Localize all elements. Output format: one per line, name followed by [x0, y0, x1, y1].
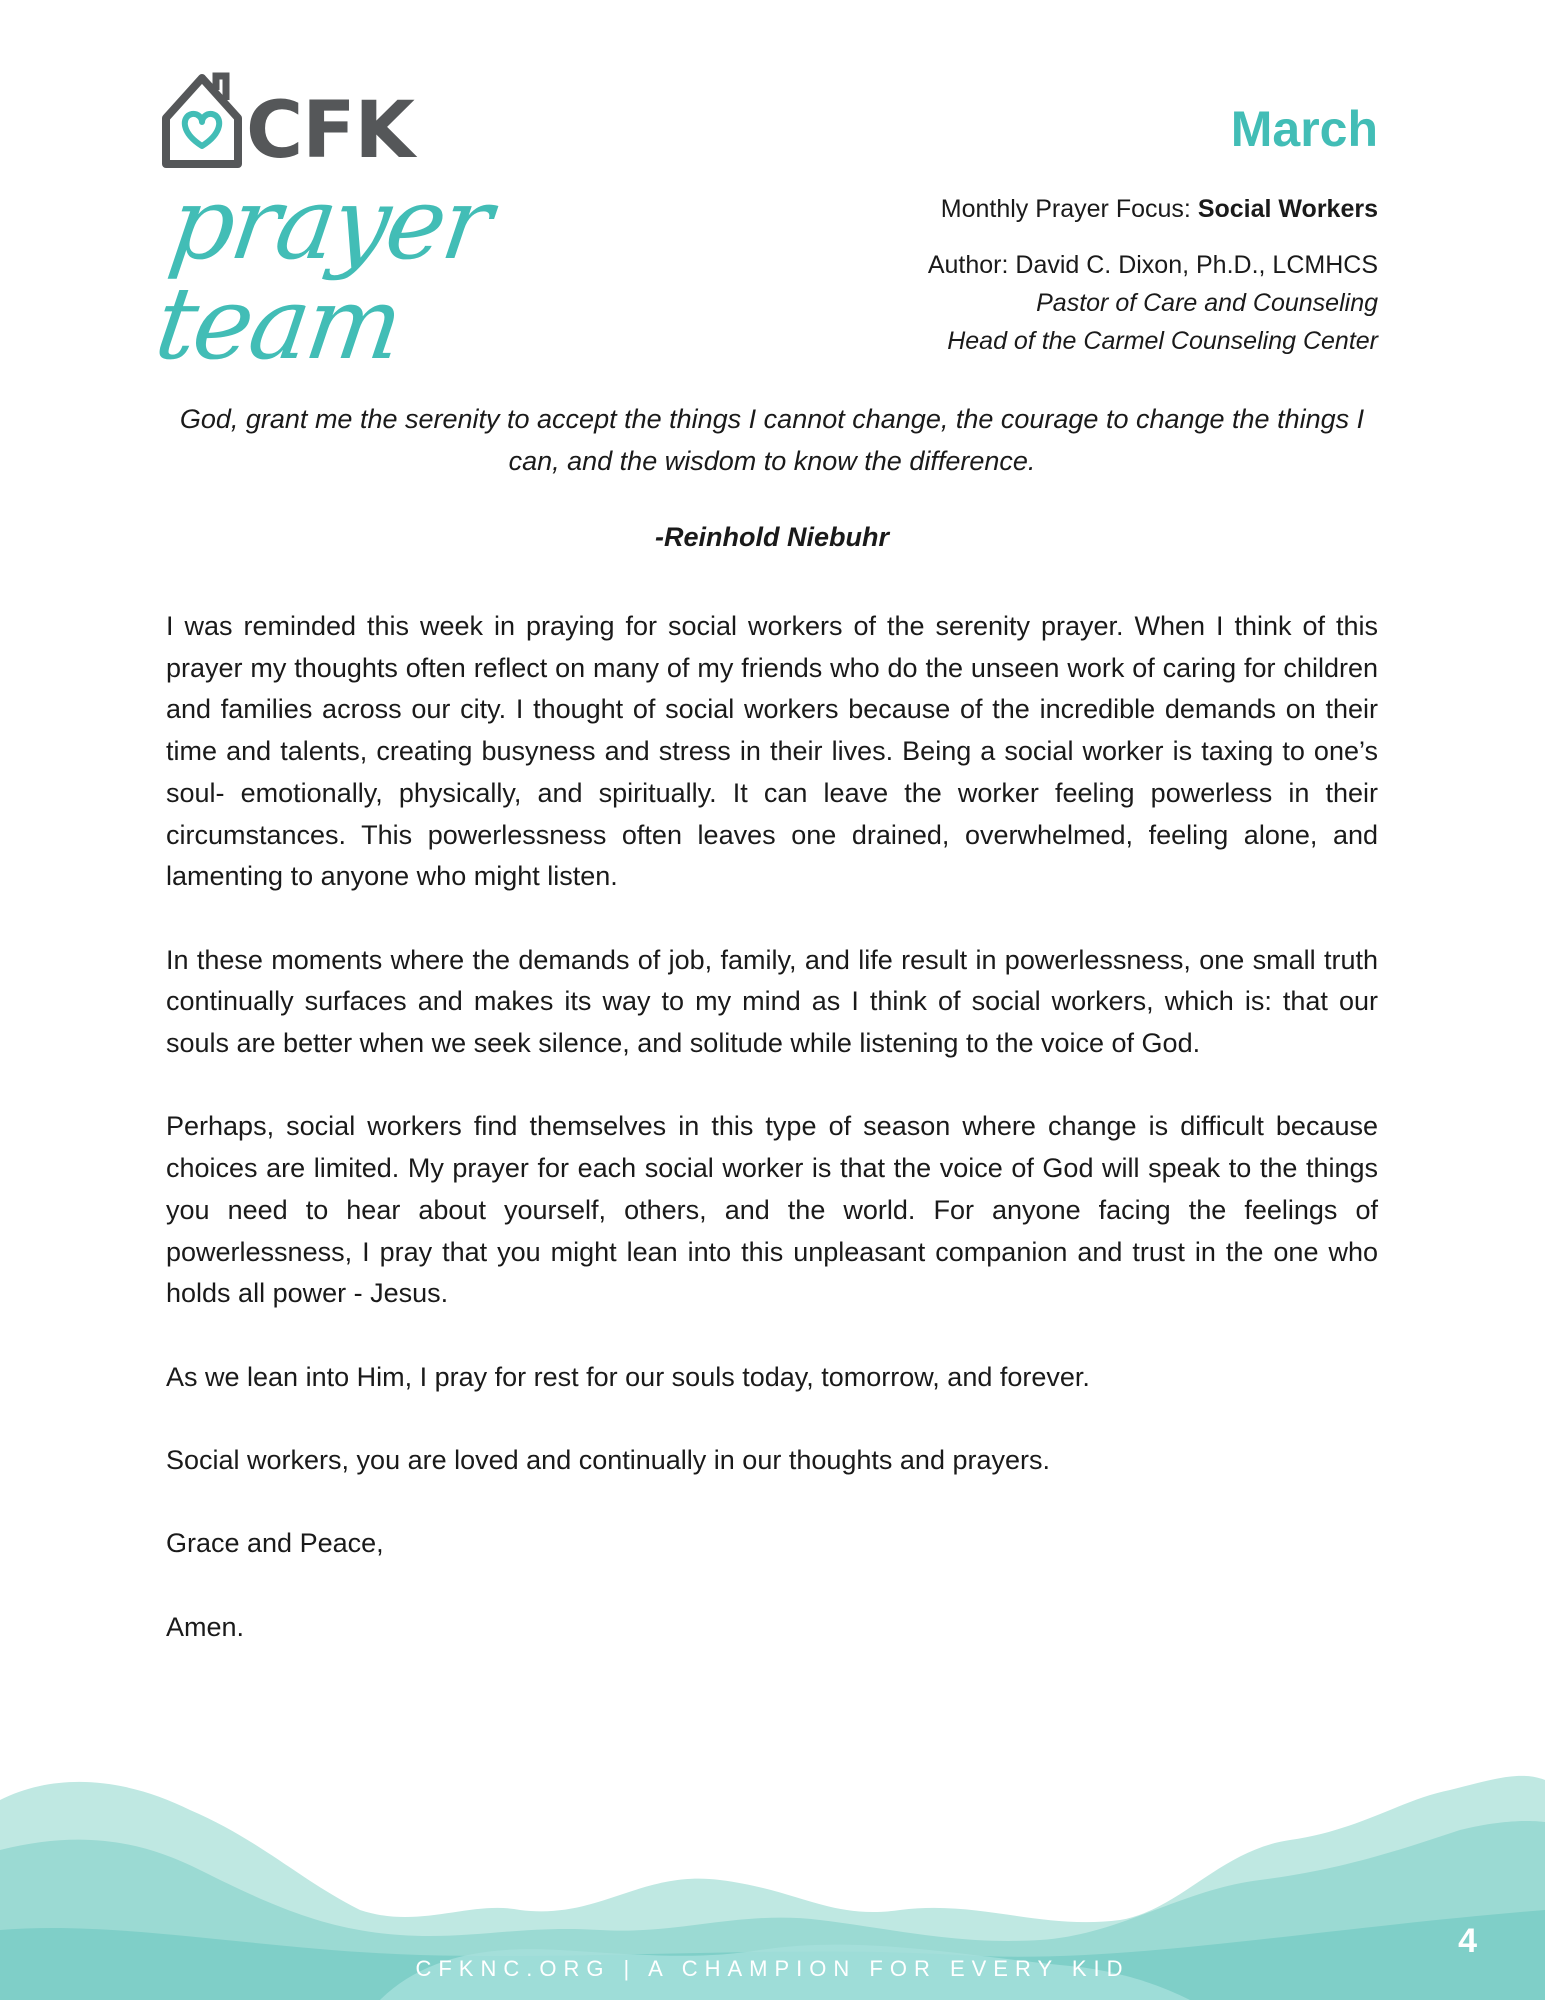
paragraph: Perhaps, social workers find themselves in this type of season where change is difficult because choices are limited. My prayer for each social worker is that the voice of God will speak to the things you need to hear about yourself, others, and the world. For anyone facing the feelings of powerlessness, I pray that you might lean into this unpleasant companion and trust in the one who holds all power - Jesus.	[166, 1111, 1378, 1309]
paragraph: Social workers, you are loved and continually in our thoughts and prayers.	[166, 1445, 1050, 1475]
focus-label: Monthly Prayer Focus:	[940, 195, 1191, 223]
author-line: Author: David C. Dixon, Ph.D., LCMHCS	[927, 251, 1378, 279]
paragraph: I was reminded this week in praying for social workers of the serenity prayer. When I think of this prayer my thoughts often reflect on many of my friends who do the unseen work of caring for children and families across our city. I thought of social workers because of the incredible demands on their time and talents, creating busyness and stress in their lives. Being a social worker is taxing to one’s soul- emotionally, physically, and spiritually. It can leave the worker feeling powerless in their circumstances. This powerlessness often leaves one drained, overwhelmed, feeling alone, and lamenting to anyone who might listen.	[166, 611, 1378, 892]
logo-wordmark: CFK	[246, 86, 414, 176]
letter-body	[166, 606, 1378, 1690]
serenity-quote: God, grant me the serenity to accept the things I cannot change, the courage to change the things I can, and the wisdom to know the difference.	[179, 404, 1365, 476]
closing-line: Grace and Peace,	[166, 1528, 384, 1559]
paragraph: In these moments where the demands of job, family, and life result in powerlessness, one small truth continually surfaces and makes its way to my mind as I think of social workers, which is: that our souls are better when we seek silence, and solitude while listening to the voice of God.	[166, 944, 1378, 1059]
focus-value: Social Workers	[1197, 195, 1378, 223]
focus-line	[928, 190, 1378, 228]
amen-line: Amen.	[166, 1611, 245, 1642]
footer-tagline: CFKNC.ORG | A CHAMPION FOR EVERY KID	[415, 1956, 1130, 1981]
prayer-meta	[928, 190, 1378, 360]
author-org: Head of the Carmel Counseling Center	[947, 327, 1378, 355]
page-number: 4	[1458, 1922, 1477, 1960]
month-title: March	[1230, 101, 1378, 157]
author-title: Pastor of Care and Counseling	[1036, 289, 1378, 317]
cfk-prayer-team-logo	[148, 70, 680, 382]
quote-attribution: -Reinhold Niebuhr	[655, 522, 889, 552]
house-heart-icon	[160, 70, 244, 170]
logo-script-text: prayer team	[148, 165, 497, 382]
paragraph: As we lean into Him, I pray for rest for our souls today, tomorrow, and forever.	[166, 1361, 1090, 1392]
